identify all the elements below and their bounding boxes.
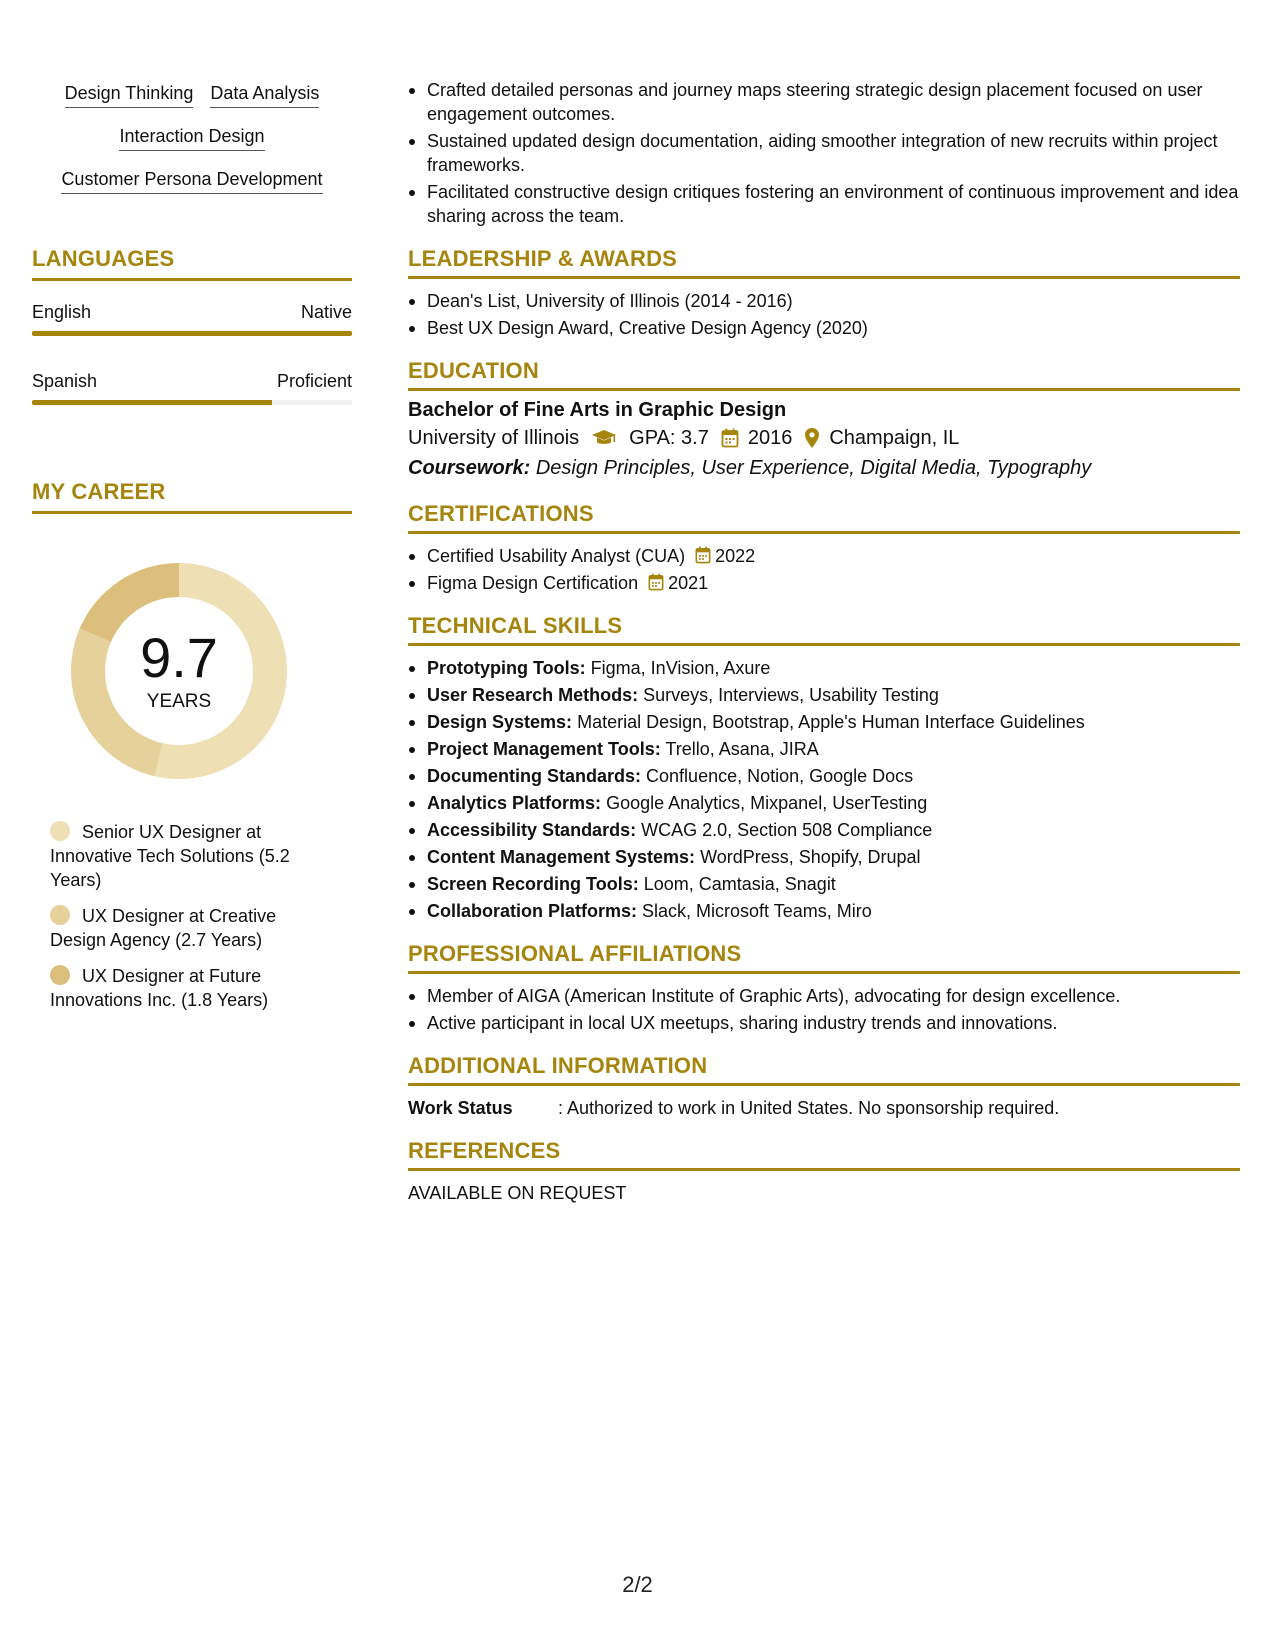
coursework	[408, 453, 1240, 483]
technical-skill-item	[408, 710, 1240, 734]
references-section	[408, 1138, 1240, 1205]
education-section	[408, 358, 1240, 483]
affiliation-item: Member of AIGA (American Institute of Graphic Arts), advocating for design excellence.	[408, 984, 1240, 1008]
language-bar-fill	[32, 400, 272, 405]
skill-value: Slack, Microsoft Teams, Miro	[642, 901, 872, 921]
info-key: Work Status	[408, 1098, 513, 1118]
language-item	[32, 301, 352, 336]
skill-label: Project Management Tools:	[427, 739, 661, 759]
certifications-section	[408, 501, 1240, 595]
experience-bullet: Crafted detailed personas and journey maps steering strategic design placement focused on user engagement outcomes.	[408, 78, 1240, 126]
calendar-icon	[648, 573, 664, 591]
graduation-year: 2016	[747, 427, 793, 449]
experience-bullet: Sustained updated design documentation, aiding smoother integration of new recruits within project frameworks.	[408, 129, 1240, 177]
career-heading: MY CAREER	[32, 479, 352, 514]
education-heading: EDUCATION	[408, 358, 1240, 391]
affiliations-heading: PROFESSIONAL AFFILIATIONS	[408, 941, 1240, 974]
graduation-cap-icon	[591, 429, 617, 447]
technical-skill-item	[408, 872, 1240, 896]
award-item: Dean's List, University of Illinois (2014 - 2016)	[408, 289, 1240, 313]
certification-name: Certified Usability Analyst (CUA)	[427, 546, 686, 566]
technical-skill-item	[408, 764, 1240, 788]
skill-chip: Design Thinking	[65, 82, 194, 108]
leadership-heading: LEADERSHIP & AWARDS	[408, 246, 1240, 279]
skills-chips	[32, 82, 352, 194]
certification-year: 2022	[715, 546, 756, 566]
references-text: AVAILABLE ON REQUEST	[408, 1183, 627, 1203]
skill-value: Surveys, Interviews, Usability Testing	[643, 685, 939, 705]
legend-label: UX Designer at Future Innovations Inc. (1.8 Years)	[50, 966, 269, 1010]
technical-skill-item	[408, 656, 1240, 680]
technical-skill-item	[408, 791, 1240, 815]
skill-value: Figma, InVision, Axure	[590, 658, 771, 678]
skill-value: Google Analytics, Mixpanel, UserTesting	[606, 793, 928, 813]
skill-value: WCAG 2.0, Section 508 Compliance	[641, 820, 933, 840]
technical-skill-item	[408, 845, 1240, 869]
skill-label: Collaboration Platforms:	[427, 901, 638, 921]
language-bar	[32, 331, 352, 336]
calendar-icon	[695, 546, 711, 564]
certification-year: 2021	[668, 573, 709, 593]
references-heading: REFERENCES	[408, 1138, 1240, 1171]
skill-value: Confluence, Notion, Google Docs	[646, 766, 914, 786]
technical-skill-item	[408, 818, 1240, 842]
affiliation-item: Active participant in local UX meetups, sharing industry trends and innovations.	[408, 1011, 1240, 1035]
language-bar	[32, 400, 352, 405]
certification-item	[408, 544, 1240, 568]
legend-item	[50, 820, 320, 892]
legend-label: UX Designer at Creative Design Agency (2.7 Years)	[50, 906, 277, 950]
language-item	[32, 370, 352, 405]
experience-bullet: Facilitated constructive design critiques fostering an environment of continuous improvement and idea sharing across the team.	[408, 180, 1240, 228]
career-total-years: 9.7	[140, 626, 218, 689]
language-level: Native	[300, 302, 352, 322]
legend-item	[50, 904, 320, 952]
technical-skills-section	[408, 613, 1240, 923]
language-name: English	[32, 302, 92, 322]
legend-label: Senior UX Designer at Innovative Tech Solutions (5.2 Years)	[50, 822, 290, 890]
education-details	[408, 423, 1240, 453]
skill-label: User Research Methods:	[427, 685, 639, 705]
skill-label: Prototyping Tools:	[427, 658, 586, 678]
page-number: 2/2	[622, 1572, 653, 1597]
skill-chip: Customer Persona Development	[61, 168, 322, 194]
skill-chip: Interaction Design	[119, 125, 264, 151]
location-pin-icon	[804, 427, 820, 449]
skill-value: Trello, Asana, JIRA	[665, 739, 819, 759]
school-name: University of Illinois	[408, 427, 580, 449]
skill-label: Design Systems:	[427, 712, 573, 732]
skill-value: Material Design, Bootstrap, Apple's Human Interface Guidelines	[577, 712, 1085, 732]
skill-label: Screen Recording Tools:	[427, 874, 639, 894]
language-level: Proficient	[276, 371, 352, 391]
technical-skills-heading: TECHNICAL SKILLS	[408, 613, 1240, 646]
certification-item	[408, 571, 1240, 595]
additional-info-heading: ADDITIONAL INFORMATION	[408, 1053, 1240, 1086]
legend-dot	[50, 965, 70, 985]
legend-item	[50, 964, 320, 1012]
skill-label: Accessibility Standards:	[427, 820, 637, 840]
language-bar-fill	[32, 331, 352, 336]
calendar-icon	[721, 428, 739, 448]
skill-label: Analytics Platforms:	[427, 793, 602, 813]
affiliations-section	[408, 941, 1240, 1035]
languages-heading: LANGUAGES	[32, 246, 352, 281]
coursework-label: Coursework:	[408, 457, 531, 479]
technical-skill-item	[408, 737, 1240, 761]
certifications-heading: CERTIFICATIONS	[408, 501, 1240, 534]
degree-title: Bachelor of Fine Arts in Graphic Design	[408, 399, 787, 421]
languages-section	[32, 246, 352, 405]
technical-skill-item	[408, 683, 1240, 707]
career-legend	[50, 820, 320, 1012]
skill-value: Loom, Camtasia, Snagit	[643, 874, 836, 894]
skill-value: WordPress, Shopify, Drupal	[700, 847, 921, 867]
career-section	[32, 479, 352, 1012]
legend-dot	[50, 821, 70, 841]
skill-label: Documenting Standards:	[427, 766, 642, 786]
skill-label: Content Management Systems:	[427, 847, 696, 867]
career-years-unit: YEARS	[146, 691, 212, 712]
technical-skill-item	[408, 899, 1240, 923]
additional-info-section	[408, 1053, 1240, 1120]
certification-name: Figma Design Certification	[427, 573, 639, 593]
gpa: GPA: 3.7	[629, 427, 709, 449]
career-donut-chart	[64, 556, 294, 786]
info-value: : Authorized to work in United States. No sponsorship required.	[558, 1098, 1060, 1118]
language-name: Spanish	[32, 371, 98, 391]
right-column	[408, 78, 1240, 1205]
legend-dot	[50, 905, 70, 925]
coursework-list: Design Principles, User Experience, Digital Media, Typography	[535, 457, 1092, 479]
left-column	[32, 82, 352, 1024]
skill-chip: Data Analysis	[210, 82, 319, 108]
school-location: Champaign, IL	[829, 427, 960, 449]
experience-bullets	[408, 78, 1240, 228]
leadership-section	[408, 246, 1240, 340]
award-item: Best UX Design Award, Creative Design Agency (2020)	[408, 316, 1240, 340]
